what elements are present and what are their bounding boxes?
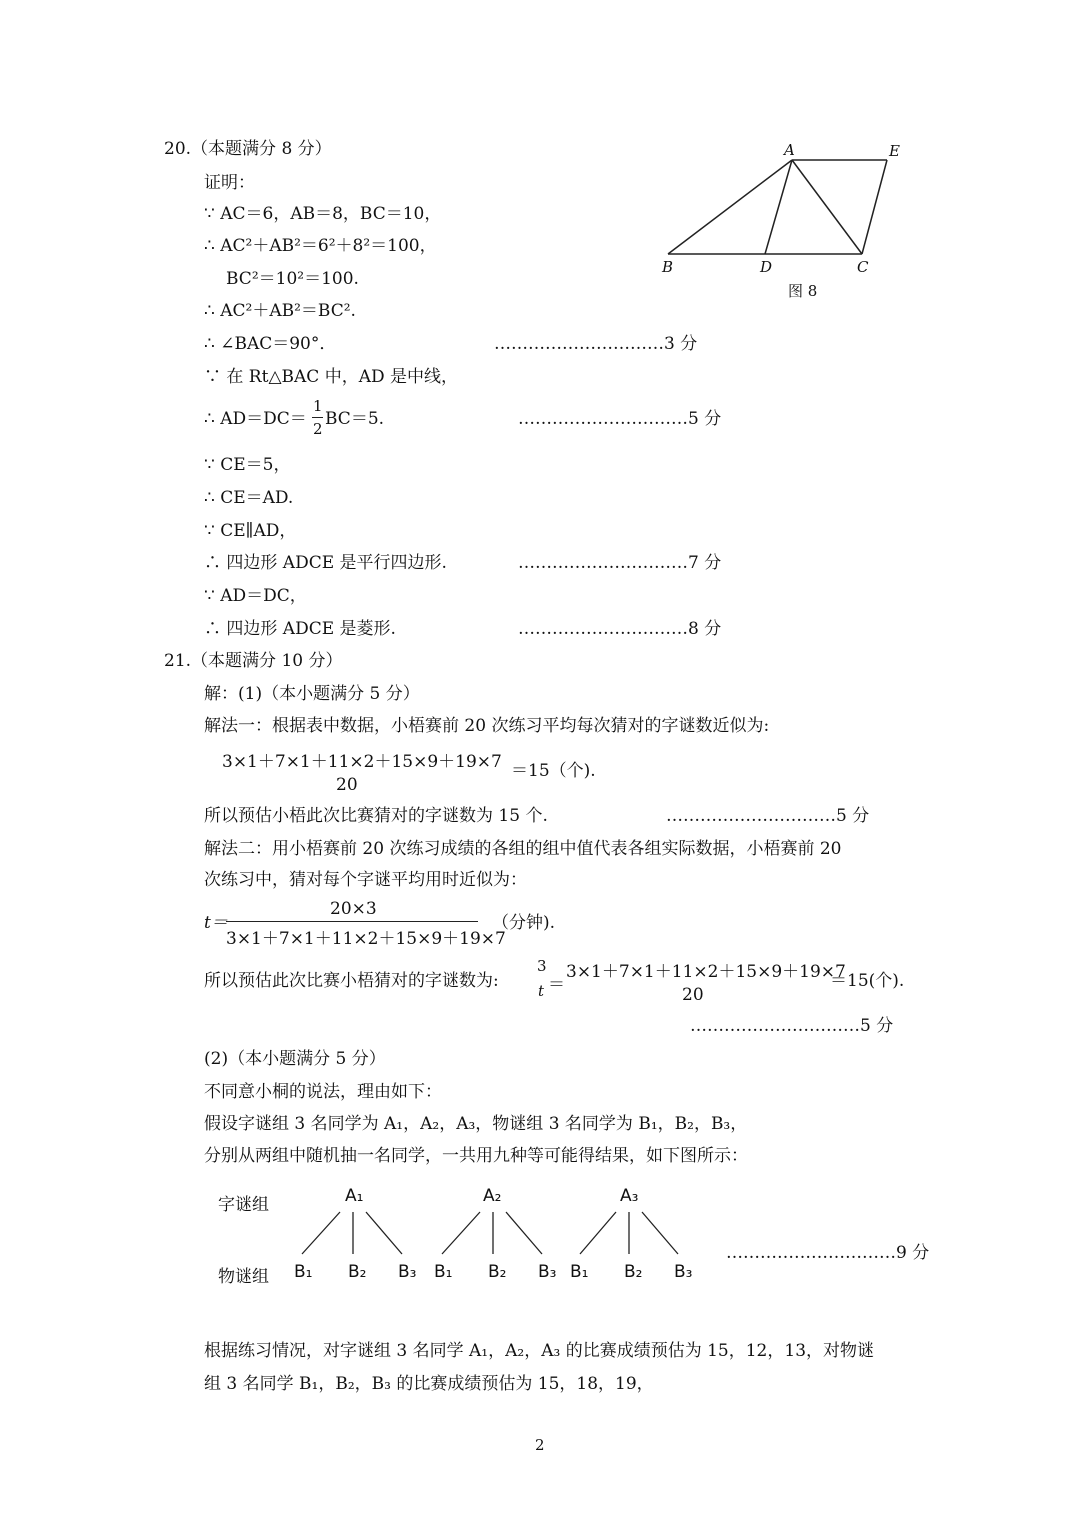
branch bbox=[506, 1212, 542, 1254]
page-number: 2 bbox=[535, 1436, 545, 1454]
point-label-d: D bbox=[760, 258, 773, 276]
tree-node-b2: B₂ bbox=[348, 1262, 367, 1282]
score-mark: …………………………5 分 bbox=[518, 409, 722, 429]
method2-numerator2: 3×1＋7×1＋11×2＋15×9＋19×7 bbox=[566, 962, 846, 982]
point-label-a: A bbox=[784, 141, 795, 159]
q20-line: ∴ CE＝AD. bbox=[204, 488, 294, 508]
part2-line: 组 3 名同学 B₁，B₂，B₃ 的比赛成绩预估为 15，18，19， bbox=[204, 1374, 654, 1394]
part2-line: 根据练习情况，对字谜组 3 名同学 A₁，A₂，A₃ 的比赛成绩预估为 15，12，13，对物谜 bbox=[204, 1341, 875, 1361]
part2-line: 假设字谜组 3 名同学为 A₁，A₂，A₃，物谜组 3 名同学为 B₁，B₂，B₃， bbox=[204, 1114, 748, 1134]
branch bbox=[442, 1212, 480, 1254]
segment-ad bbox=[765, 160, 792, 254]
tree-node-a3: A₃ bbox=[620, 1186, 639, 1206]
branch bbox=[366, 1212, 402, 1254]
tree-node-b2: B₂ bbox=[624, 1262, 643, 1282]
q20-line: BC＝5. bbox=[325, 409, 385, 429]
q20-line: 证明： bbox=[204, 173, 255, 193]
q20-line: ∴ AD＝DC＝ bbox=[204, 409, 307, 429]
tree-node-b1: B₁ bbox=[434, 1262, 453, 1282]
method2-t: t＝ bbox=[204, 913, 228, 933]
tree-node-b3: B₃ bbox=[538, 1262, 557, 1282]
method2-denominator2: 20 bbox=[682, 985, 704, 1005]
q20-line: BC²＝10²＝100. bbox=[226, 269, 359, 289]
method2-intro: 次练习中，猜对每个字谜平均用时近似为： bbox=[204, 870, 527, 890]
part1-title: 解：(1)（本小题满分 5 分） bbox=[204, 684, 420, 704]
method1-intro: 解法一：根据表中数据，小梧赛前 20 次练习平均每次猜对的字谜数近似为: bbox=[204, 716, 770, 736]
point-label-e: E bbox=[889, 142, 900, 160]
tree-branches bbox=[290, 1206, 700, 1262]
tree-node-b1: B₁ bbox=[294, 1262, 313, 1282]
figure-8-diagram bbox=[650, 140, 910, 300]
score-mark: …………………………9 分 bbox=[726, 1243, 930, 1263]
segment-ec bbox=[862, 160, 887, 254]
q20-line: ∴ ∠BAC＝90°． bbox=[204, 334, 337, 354]
q20-line: ∴ AC²＋AB²＝BC². bbox=[204, 301, 356, 321]
q20-line: ∴ 四边形 ADCE 是菱形. bbox=[204, 619, 396, 639]
method2-frac-denominator: t bbox=[538, 982, 545, 1000]
half-fraction-bar bbox=[312, 417, 323, 418]
q20-line: ∵ AC＝6，AB＝8，BC＝10， bbox=[204, 204, 442, 224]
part2-line: 不同意小桐的说法，理由如下： bbox=[204, 1082, 442, 1102]
tree-node-b3: B₃ bbox=[674, 1262, 693, 1282]
method1-numerator: 3×1＋7×1＋11×2＋15×9＋19×7 bbox=[222, 752, 502, 772]
score-mark: …………………………7 分 bbox=[518, 553, 722, 573]
branch bbox=[642, 1212, 678, 1254]
method2-intro: 解法二：用小梧赛前 20 次练习成绩的各组的组中值代表各组实际数据，小梧赛前 20 bbox=[204, 839, 842, 859]
q20-line: ∵ CE∥AD， bbox=[204, 521, 297, 541]
segment-ac bbox=[792, 160, 862, 254]
point-label-c: C bbox=[857, 258, 869, 276]
q21-header: 21.（本题满分 10 分） bbox=[164, 651, 343, 671]
tree-node-b2: B₂ bbox=[488, 1262, 507, 1282]
tree-node-a2: A₂ bbox=[483, 1186, 502, 1206]
method2-conclusion: 所以预估此次比赛小梧猜对的字谜数为: bbox=[204, 971, 499, 991]
part2-title: (2)（本小题满分 5 分） bbox=[204, 1049, 386, 1069]
score-mark: …………………………8 分 bbox=[518, 619, 722, 639]
method2-result: ＝15(个). bbox=[830, 971, 905, 991]
score-mark: …………………………3 分 bbox=[494, 334, 698, 354]
q20-line: ∵ AD＝DC， bbox=[204, 586, 307, 606]
point-label-b: B bbox=[662, 258, 674, 276]
q20-line: ∵ CE＝5， bbox=[204, 455, 291, 475]
half-numerator: 1 bbox=[313, 397, 323, 415]
q20-header: 20.（本题满分 8 分） bbox=[164, 139, 332, 159]
tree-row-label-riddle-group: 字谜组 bbox=[218, 1195, 269, 1215]
method1-result: ＝15（个). bbox=[511, 761, 596, 781]
method2-frac-numerator: 3 bbox=[537, 957, 547, 975]
method2-fraction-bar bbox=[226, 921, 478, 922]
method1-conclusion: 所以预估小梧此次比赛猜对的字谜数为 15 个. bbox=[204, 806, 548, 826]
method2-equals: ＝ bbox=[548, 975, 565, 995]
tree-node-b1: B₁ bbox=[570, 1262, 589, 1282]
score-mark: …………………………5 分 bbox=[666, 806, 870, 826]
method1-denominator: 20 bbox=[336, 775, 358, 795]
q20-line: ∵ 在 Rt△BAC 中，AD 是中线， bbox=[204, 367, 459, 387]
branch bbox=[580, 1212, 616, 1254]
q20-line: ∴ 四边形 ADCE 是平行四边形. bbox=[204, 553, 447, 573]
part2-line: 分别从两组中随机抽一名同学，一共用九种等可能得结果，如下图所示： bbox=[204, 1146, 748, 1166]
tree-node-a1: A₁ bbox=[345, 1186, 364, 1206]
score-mark: …………………………5 分 bbox=[690, 1016, 894, 1036]
tree-node-b3: B₃ bbox=[398, 1262, 417, 1282]
branch bbox=[302, 1212, 340, 1254]
half-denominator: 2 bbox=[313, 420, 323, 438]
method2-unit: （分钟). bbox=[492, 913, 556, 933]
tree-row-label-object-group: 物谜组 bbox=[218, 1267, 269, 1287]
q20-line: ∴ AC²＋AB²＝6²＋8²＝100， bbox=[204, 236, 437, 256]
figure-caption: 图 8 bbox=[788, 282, 818, 300]
method2-numerator: 20×3 bbox=[330, 899, 377, 919]
segment-ab bbox=[668, 160, 792, 254]
method2-denominator: 3×1＋7×1＋11×2＋15×9＋19×7 bbox=[226, 929, 506, 949]
